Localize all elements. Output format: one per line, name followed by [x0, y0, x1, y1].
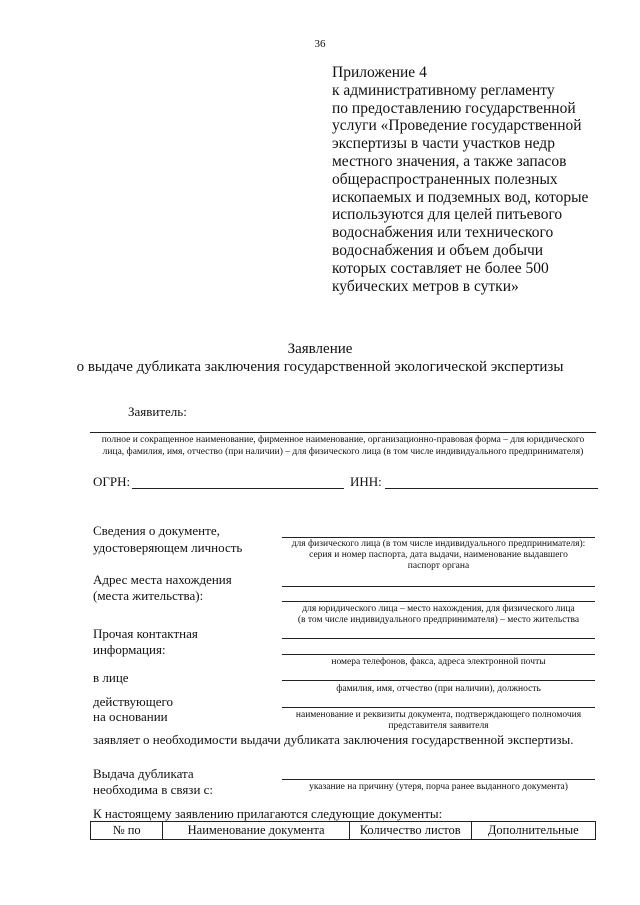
- column-number: № по: [91, 822, 163, 840]
- statement-subtitle: о выдаче дубликата заключения государственной экологической экспертизы: [76, 359, 564, 375]
- inn-label: ИНН:: [350, 474, 382, 489]
- representative-field-line[interactable]: [282, 680, 595, 681]
- ogrn-label: ОГРН:: [93, 474, 131, 489]
- declaration-text: заявляет о необходимости выдачи дубликата заключения государственной экспертизы.: [93, 732, 574, 747]
- address-label-1: Адрес места нахождения: [93, 572, 232, 587]
- identity-hint-2: серия и номер паспорта, дата выдачи, наименование выдавшего: [309, 550, 568, 560]
- statement-title: Заявление: [287, 341, 353, 357]
- attachments-intro: К настоящему заявлению прилагаются следующие документы:: [93, 806, 443, 821]
- appendix-line: экспертизы в части участков недр: [332, 135, 555, 153]
- applicant-label: Заявитель:: [128, 404, 187, 419]
- address-field-line-1[interactable]: [282, 586, 595, 587]
- contacts-field-line-2[interactable]: [282, 654, 595, 655]
- page-number: 36: [314, 38, 326, 50]
- ogrn-field-line[interactable]: [132, 488, 344, 489]
- contacts-label-2: информация:: [93, 642, 166, 657]
- address-hint-2: (в том числе индивидуального предпринимателя) – место жительства: [297, 615, 580, 625]
- appendix-line: ископаемых и подземных вод, которые: [332, 188, 589, 206]
- representative-hint: фамилия, имя, отчество (при наличии), должность: [336, 684, 541, 694]
- appendix-line: общераспространенных полезных: [332, 170, 558, 188]
- appendix-block: [332, 64, 632, 295]
- appendix-line: водоснабжения или технического: [332, 224, 554, 242]
- appendix-line: водоснабжения и объем добычи: [332, 241, 544, 259]
- reason-hint: указание на причину (утеря, порча ранее выданного документа): [309, 782, 568, 792]
- column-additional: Дополнительные: [471, 822, 595, 840]
- attachments-table: [90, 821, 596, 840]
- basis-field-line[interactable]: [282, 707, 595, 708]
- basis-label-1: действующего: [93, 694, 173, 709]
- contacts-field-line-1[interactable]: [282, 638, 595, 639]
- applicant-field-line[interactable]: [90, 432, 596, 433]
- identity-label-1: Сведения о документе,: [93, 523, 220, 538]
- reason-label-1: Выдача дубликата: [93, 766, 194, 781]
- identity-hint-1: для физического лица (в том числе индивидуального предпринимателя):: [291, 539, 586, 549]
- appendix-line: Приложение 4: [332, 64, 427, 81]
- address-field-line-2[interactable]: [282, 601, 595, 602]
- table-header-row: [91, 822, 596, 840]
- address-hint-1: для юридического лица – место нахождения, для физического лица: [302, 604, 575, 614]
- appendix-line: кубических метров в сутки»: [332, 277, 519, 295]
- basis-label-2: на основании: [93, 709, 168, 724]
- appendix-line: используются для целей питьевого: [332, 206, 563, 224]
- representative-label: в лице: [93, 670, 129, 685]
- appendix-line: к административному регламенту: [332, 81, 555, 99]
- reason-field-line[interactable]: [282, 779, 595, 780]
- contacts-hint: номера телефонов, факса, адреса электронной почты: [331, 657, 546, 667]
- appendix-line: по предоставлению государственной: [332, 99, 576, 117]
- address-label-2: (места жительства):: [93, 588, 204, 603]
- appendix-line: местного значения, а также запасов: [332, 152, 567, 170]
- inn-field-line[interactable]: [385, 488, 598, 489]
- reason-label-2: необходима в связи с:: [93, 782, 214, 797]
- identity-label-2: удостоверяющем личность: [93, 540, 243, 555]
- identity-hint-3: паспорт органа: [407, 561, 470, 571]
- column-sheet-count: Количество листов: [349, 822, 471, 840]
- contacts-label-1: Прочая контактная: [93, 626, 198, 641]
- applicant-hint-2: лица, фамилия, имя, отчество (при наличии) – для физического лица (в том числе индивидуального предпринимателя): [102, 447, 584, 457]
- basis-hint-1: наименование и реквизиты документа, подтверждающего полномочия: [295, 710, 582, 720]
- basis-hint-2: представителя заявителя: [388, 721, 489, 731]
- appendix-line: услуги «Проведение государственной: [332, 117, 582, 135]
- applicant-hint-1: полное и сокращенное наименование, фирменное наименование, организационно-правовая форма – для юридического: [101, 435, 585, 445]
- appendix-line: которых составляет не более 500: [332, 259, 549, 277]
- column-document-name: Наименование документа: [163, 822, 349, 840]
